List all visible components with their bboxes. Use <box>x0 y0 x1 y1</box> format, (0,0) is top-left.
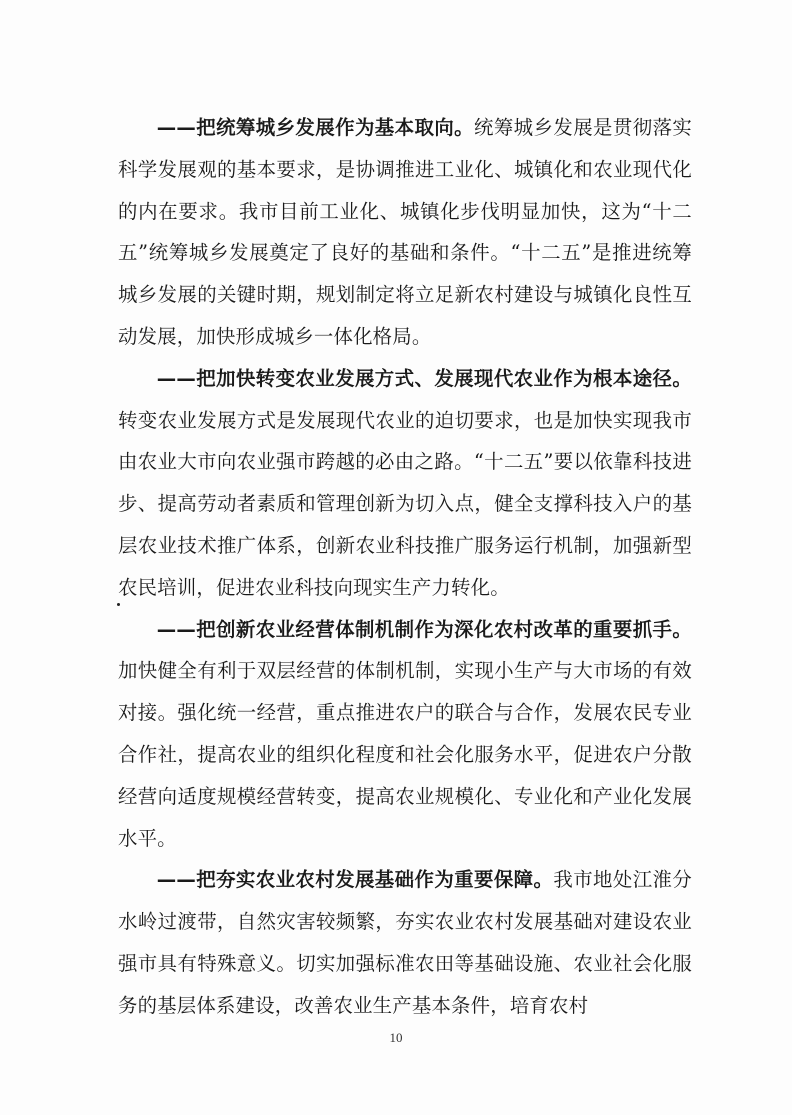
paragraph-4 <box>118 859 692 1026</box>
document-body <box>118 107 692 1027</box>
paragraph-1-text: 统筹城乡发展是贯彻落实科学发展观的基本要求，是协调推进工业化、城镇化和农业现代化的内在要求。我市目前工业化、城镇化步伐明显加快，这为“十二五”统筹城乡发展奠定了良好的基础和条件。“十二五”是推进统筹城乡发展的关键时期，规划制定将立足新农村建设与城镇化良性互动发展，加快形成城乡一体化格局。 <box>118 116 692 348</box>
scan-speck <box>117 603 120 606</box>
paragraph-3 <box>118 609 692 860</box>
paragraph-2-heading: ——把加快转变农业发展方式、发展现代农业作为根本途径。 <box>156 366 692 390</box>
paragraph-1-heading: ——把统筹城乡发展作为基本取向。 <box>156 116 474 139</box>
paragraph-1 <box>118 107 692 358</box>
page-number: 10 <box>389 1030 403 1045</box>
paragraph-3-heading: ——把创新农业经营体制机制作为深化农村改革的重要抓手。 <box>156 617 692 641</box>
paragraph-2 <box>118 358 692 609</box>
paragraph-4-heading: ——把夯实农业农村发展基础作为重要保障。 <box>156 868 554 892</box>
paragraph-4-text: 我市地处江淮分水岭过渡带，自然灾害较频繁，夯实农业农村发展基础对建设农业强市具有特殊意义。切实加强标准农田等基础设施、农业社会化服务的基层体系建设，改善农业生产基本条件，培育农村 <box>118 868 692 1017</box>
paragraph-2-text: 转变农业发展方式是发展现代农业的迫切要求，也是加快实现我市由农业大市向农业强市跨越的必由之路。“十二五”要以依靠科技进步、提高劳动者素质和管理创新为切入点，健全支撑科技入户的基层农业技术推广体系，创新农业科技推广服务运行机制，加强新型农民培训，促进农业科技向现实生产力转化。 <box>118 408 692 599</box>
paragraph-3-text: 加快健全有利于双层经营的体制机制，实现小生产与大市场的有效对接。强化统一经营，重点推进农户的联合与合作，发展农民专业合作社，提高农业的组织化程度和社会化服务水平，促进农户分散经营向适度规模经营转变，提高农业规模化、专业化和产业化发展水平。 <box>118 659 692 850</box>
